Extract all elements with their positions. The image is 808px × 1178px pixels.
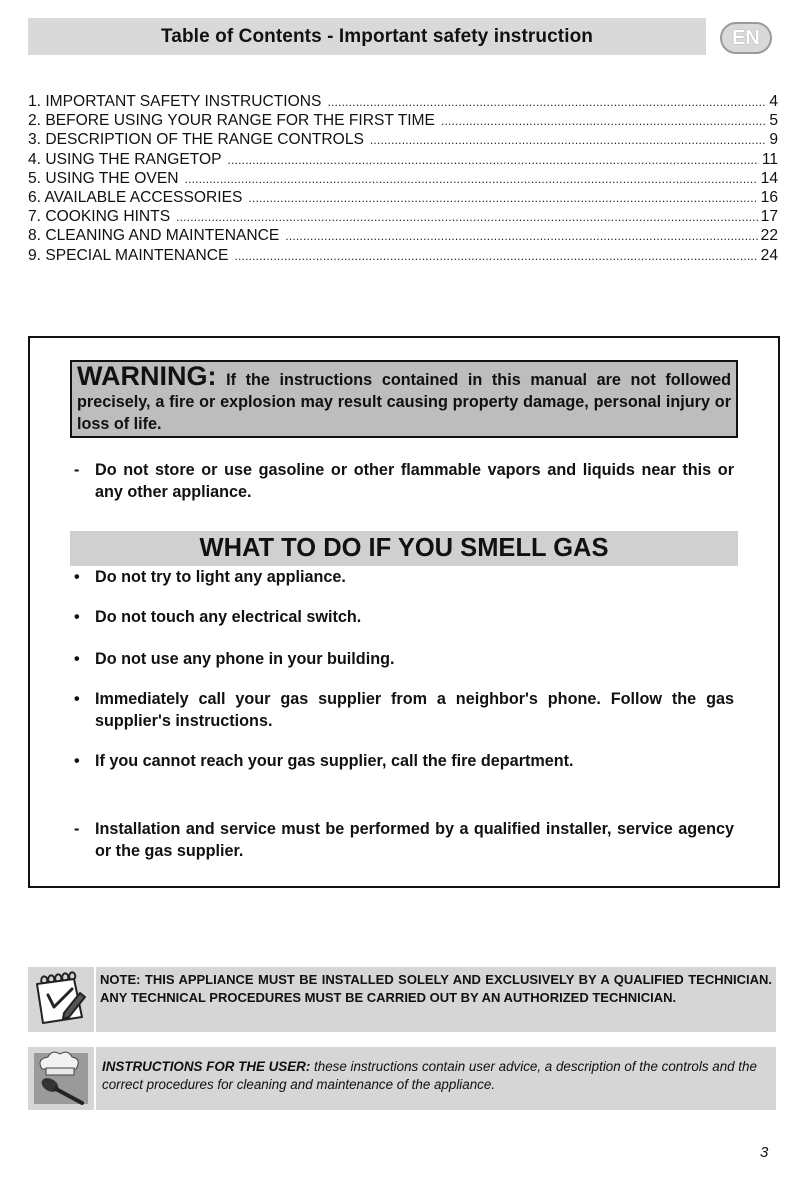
list-item bbox=[74, 750, 734, 772]
toc-item-title: 9. SPECIAL MAINTENANCE bbox=[28, 246, 229, 264]
dash-marker: - bbox=[74, 820, 80, 838]
toc-item-page: 24 bbox=[760, 246, 778, 264]
installer-note: NOTE: THIS APPLIANCE MUST BE INSTALLED SOLELY AND EXCLUSIVELY BY A QUALIFIED TECHNICIAN. ANY TECHNICAL PROCEDURES MUST BE CARRIED OUT BY AN AUTHORIZED TECHNICIAN. bbox=[96, 967, 776, 1032]
toc-item-title: 2. BEFORE USING YOUR RANGE FOR THE FIRST TIME bbox=[28, 112, 435, 130]
list-item-text: Immediately call your gas supplier from a neighbor's phone. Follow the gas supplier's instructions. bbox=[95, 690, 734, 730]
toc-item-title: 4. USING THE RANGETOP bbox=[28, 150, 222, 168]
toc-leader-dots bbox=[228, 151, 759, 170]
bullet-marker: • bbox=[74, 752, 80, 770]
toc-leader-dots bbox=[185, 170, 758, 189]
list-item-text: Do not touch any electrical switch. bbox=[95, 608, 362, 626]
toc-leader-dots bbox=[248, 189, 757, 208]
toc-leader-dots bbox=[327, 93, 766, 112]
list-item bbox=[74, 648, 734, 670]
table-of-contents bbox=[28, 92, 778, 265]
toc-item-title: 8. CLEANING AND MAINTENANCE bbox=[28, 227, 280, 245]
page-number: 3 bbox=[760, 1144, 769, 1161]
dash-item bbox=[74, 818, 734, 862]
list-item-text: If you cannot reach your gas supplier, call the fire department. bbox=[95, 752, 574, 770]
header-bar bbox=[28, 18, 706, 55]
toc-leader-dots bbox=[370, 131, 766, 150]
toc-leader-dots bbox=[441, 112, 766, 131]
list-item bbox=[74, 566, 734, 588]
toc-item-page: 4 bbox=[769, 93, 778, 110]
warning-box bbox=[70, 360, 738, 438]
warning-text: If the instructions contained in this manual are not followed precisely, a fire or explosion may result causing property damage, personal injury or loss of life. bbox=[77, 371, 732, 433]
bullet-marker: • bbox=[74, 568, 80, 586]
chef-spoon-icon bbox=[28, 1047, 94, 1110]
dash-item-text: Do not store or use gasoline or other flammable vapors and liquids near this or any other appliance. bbox=[95, 461, 734, 501]
toc-item[interactable] bbox=[28, 246, 778, 265]
list-item bbox=[74, 688, 734, 732]
note-icon-box bbox=[28, 967, 94, 1032]
dash-marker: - bbox=[74, 461, 80, 479]
toc-item-page: 5 bbox=[769, 112, 778, 130]
toc-item-page: 14 bbox=[760, 169, 778, 187]
user-instructions-note bbox=[96, 1047, 776, 1110]
gas-heading: WHAT TO DO IF YOU SMELL GAS bbox=[70, 531, 738, 566]
list-item-text: Do not use any phone in your building. bbox=[95, 650, 395, 668]
user-instructions-text: these instructions contain user advice, a description of the controls and the correct procedures for cleaning and maintenance of the appliance. bbox=[102, 1059, 757, 1093]
bullet-marker: • bbox=[74, 690, 80, 708]
language-badge: EN bbox=[720, 22, 772, 54]
toc-item-title: 1. IMPORTANT SAFETY INSTRUCTIONS bbox=[28, 93, 322, 110]
toc-item-page: 22 bbox=[760, 227, 778, 245]
toc-item-page: 17 bbox=[760, 208, 778, 226]
page-title: Table of Contents - Important safety instruction bbox=[161, 25, 593, 47]
toc-item-title: 7. COOKING HINTS bbox=[28, 208, 171, 226]
warning-label: WARNING: bbox=[77, 361, 217, 391]
user-instructions-label: INSTRUCTIONS FOR THE USER: bbox=[102, 1059, 311, 1074]
toc-leader-dots bbox=[176, 208, 758, 227]
toc-item[interactable] bbox=[28, 169, 778, 188]
toc-item[interactable] bbox=[28, 188, 778, 207]
toc-leader-dots bbox=[234, 247, 757, 266]
list-item bbox=[74, 606, 734, 628]
toc-item-page: 11 bbox=[761, 150, 778, 168]
toc-item-title: 5. USING THE OVEN bbox=[28, 169, 179, 187]
toc-item[interactable] bbox=[28, 111, 778, 130]
toc-item-title: 3. DESCRIPTION OF THE RANGE CONTROLS bbox=[28, 131, 364, 149]
dash-item bbox=[74, 459, 734, 503]
toc-leader-dots bbox=[285, 227, 757, 246]
toc-item-title: 6. AVAILABLE ACCESSORIES bbox=[28, 188, 243, 206]
toc-item[interactable] bbox=[28, 130, 778, 149]
user-icon-box bbox=[28, 1047, 94, 1110]
dash-item-text: Installation and service must be performed by a qualified installer, service agency or the gas supplier. bbox=[95, 820, 734, 860]
notepad-pen-icon bbox=[28, 967, 94, 1032]
list-item-text: Do not try to light any appliance. bbox=[95, 568, 346, 586]
toc-item-page: 9 bbox=[769, 131, 778, 149]
toc-item[interactable] bbox=[28, 226, 778, 245]
bullet-marker: • bbox=[74, 608, 80, 626]
toc-item[interactable] bbox=[28, 207, 778, 226]
toc-item-page: 16 bbox=[760, 188, 778, 206]
toc-item[interactable] bbox=[28, 92, 778, 111]
bullet-marker: • bbox=[74, 650, 80, 668]
toc-item[interactable] bbox=[28, 150, 778, 169]
